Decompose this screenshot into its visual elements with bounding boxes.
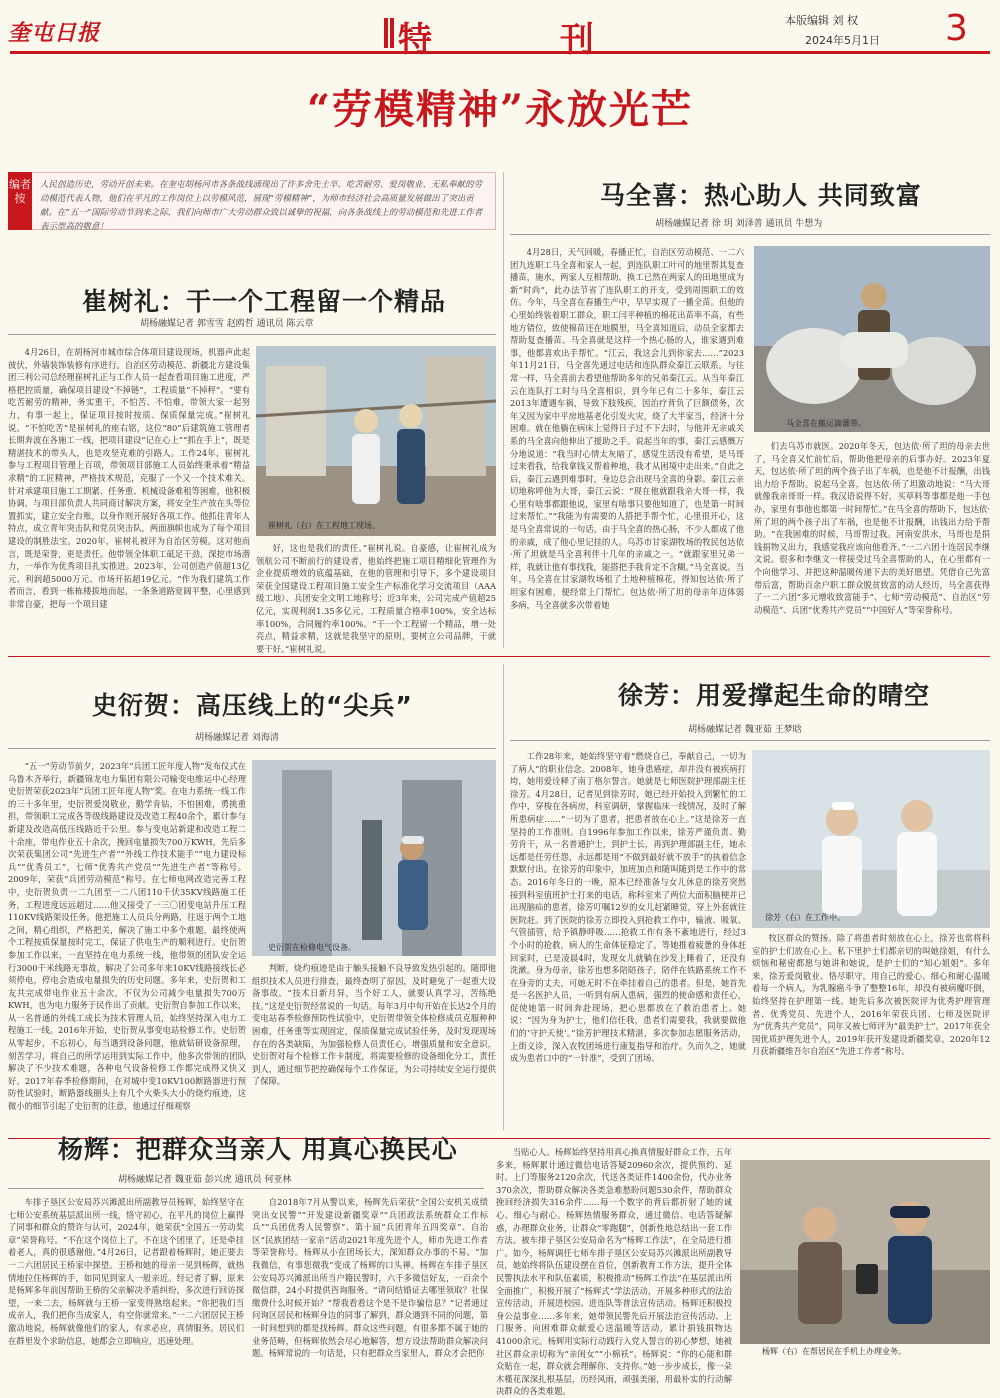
column-divider — [503, 664, 504, 1130]
article-body-yang-col3 — [496, 1146, 732, 1397]
editor-note-text: 人民创造历史，劳动开创未来。在奎屯胡杨河市各条战线涌现出了许多舍先士卒、吃苦耐劳、爱岗敬业、无私奉献的劳动模范代表人物，他们在平凡的工作岗位上以劳模风范，展现“劳模精神”，为师市经济社会高质量发展做出了突出贡献。在“五一”国际劳动节到来之际，我们向师市广大劳动群众致以诚挚的祝福，向各条战线上的劳动模范和先进工作者表示崇高的敬意！ — [40, 180, 483, 232]
divider — [8, 748, 496, 749]
article-paragraph: 工作28年来，她始终坚守着“燃烧自己，奉献自己，一切为了病人”的职业信念。2008年，她身患癌症，却并没有被疾病打垮，她用爱诠释了南丁格尔誓言。她就是七师医院护理部副主任徐芳。4月28日，记者见到徐芳时，她已经开始投入到繁忙的工作中，穿梭在各病房，科室调研，掌握临床一线情况，及时了解所患病症……“一切为了患者，把患者放在心上。”这是徐芳一直坚持的工作准则。自1996年参加工作以来，徐芳严谨负责、勤劳肯干，从一名普通护士，到护士长，再到护理部副主任，她永远都是任劳任怨，永远都是用“不做到最好就不放手”的执着信念默默付出。在徐芳的印象中，加班加点和随叫随到是工作中的常态。2016年冬日的一晚，原本已经准备与女儿休息的徐芳突然接到科室值班护士打来的电话，称科室来了两位大面积脑梗并已出现脑疝的患者，徐芳叮嘱12岁的女儿赶紧睡觉，穿上外套就往医院赶。到了医院的徐芳立即投入到抢救工作中，输液、吸氧、气管插管，给予镇静呼吸……抢救工作有条不紊地进行，经过3个小时的抢救，病人的生命体征稳定了。等她推着疲惫的身体赶回家时，已是凌晨4时，发现女儿就躺在沙发上睡着了，还没有洗漱。身为母亲，徐芳也想多陪陪孩子，陪伴在铁路系统工作不在身旁的丈夫，可她无时不在牵挂着自己的患者。但是，她首先是一名医护人员，一听到有病人患病，强烈的使命感和责任心，促使她第一时间奔赴现场，把心思都放在了救治患者上。她说：“因为身为护士，他们信任我，患者们需要我，我就要做他们的‘守护天使’。”徐芳护理技术精湛，多次参加志愿服务活动，上街义诊，深入农牧团场进行康复指导和治疗。久而久之，她就成为患者口中的“一针准”，受到了团场、 — [510, 751, 746, 1064]
photo-yang-hui — [740, 1160, 990, 1344]
newspaper-logo: 奎屯日报 — [8, 20, 101, 46]
photo-caption-ma: 马全喜在搬运滴灌带。 — [786, 419, 866, 428]
article-byline-cui: 胡杨融媒记者 郭雪雪 赵鸥哲 通讯员 陈云章 — [140, 319, 314, 329]
article-body-xu-col1 — [510, 750, 746, 1130]
article-body-xu-col2 — [752, 932, 990, 1130]
page-editors: 本版编辑 刘 权 — [785, 14, 858, 27]
article-headline-cui: 崔树礼：干一个工程留一个精品 — [82, 287, 447, 316]
article-paragraph: 们去乌苏市就医。2020年冬天，包达依·所了坦的母亲去世了，马全喜又忙前忙后，帮助他把母亲的后事办好。2023年夏天，包达依·所了坦的两个孩子出了车祸，也是他不计报酬，出钱出力给予帮助。说起马全喜，包达依·所了坦激动地说：“马大哥就像我亲哥哥一样。我汉语说得不好，买草料等事都是他一手包办，家里有事他也都第一时间帮忙。”在马全喜的帮助下，包达依·所了坦的两个孩子出了车祸，也是他不计报酬，出钱出力给予帮助。“在我困难的时候，马哥帮过我。河南安洪水，马哥也是捐钱捐物又出力，我感觉我应该向他看齐。”一二六团十连居民李继文说。很多和李继文一样接受过马全喜帮助的人，在心里都有一个向他学习、并把这种温暖传递下去的美好愿望。凭借自己先富带后富，帮助百余户职工群众脱贫致富的动人经历，马全喜获得了一二六团“多元增收致富能手”、七师“劳动模范”、自治区“劳动模范”、兵团“优秀共产党员”“中国好人”等荣誉称号。 — [754, 441, 990, 615]
editor-note-tag: 编者按 — [8, 172, 32, 230]
photo-ma-quanxi — [754, 246, 990, 432]
article-body-shi-col2 — [252, 962, 496, 1130]
article-paragraph: 牧区群众的赞扬。除了将患者时刻放在心上，徐芳也常将科室的护士们放在心上。私下里护士们都亲切的叫她徐姐，有什么烦恼和秘密都愿与她讲和她说，是护士们的“知心姐姐”。多年来，徐芳爱岗敬业、恪尽职守，用自己的爱心、细心和耐心温暖着每一个病人，为乳腺癌斗争了整整16年，却没有被病魔吓倒，始终坚持在护理第一线。她先后多次被医院评为优秀护理管理者、优秀党员、先进个人，2016年荣获兵团、七师及医院评为“优秀共产党员”，同年又被七师评为“最美护士”。2017年获全国优质护理先进个人，2019年获开发建设新疆奖章。2020年12月获新疆维吾尔自治区“先进工作者”称号。 — [752, 933, 990, 1057]
article-headline-yang: 杨辉：把群众当亲人 用真心换民心 — [58, 1135, 458, 1164]
issue-date: 2024年5月1日 — [805, 34, 880, 47]
article-byline-xu: 胡杨融媒记者 魏亚茹 王梦晗 — [688, 725, 802, 735]
article-paragraph: 判断，烧灼痕迹是由于触头接触不良导致发热引起的。随即他组织技术人员进行排查，最终查明了原因，及时避免了一起重大设备事故。“技术日新月异，当个好工人，就要认真学习，苦练绝技。”这是史衍贺经常说的一句话。每年3月中旬开始在长达2个月的变电站春季检修预防性试验中，史衍贺带领全体检修成员克服种种困难，任务重等实现固定，保质保量完成试验任务，及时发现现场存在的各类缺陷，为加强检修人员责任心，增强质量和安全意识，史衍贺对每个检修工作卡制度，将需要检修的设备细化分工，责任到人，通过细节把控确保每个工作保证，为公司持续安全运行提供了保障。 — [252, 963, 496, 1087]
photo-shi-yanhe — [252, 760, 496, 956]
page-number: 3 — [945, 8, 968, 49]
article-paragraph: 自2018年7月从警以来，杨辉先后荣获“全国公安机关成绩突出女民警”“开发建设新疆奖章”“兵团政法系统群众工作标兵”“兵团优秀人民警察”、第十届“兵团青年五四奖章”、自治区“民族团结一家亲”活动2021年度先进个人，师市先进工作者等荣誉称号。杨辉从小在团场长大，深知群众办事的不易。“加我微信，有事您微我”变成了杨辉的口头禅。杨辉在车排子垦区公安局苏兴滩派出所当户籍民警时，六千多微信好友，一百余个微信群，24小时提供咨询服务。“请问结婚证去哪里领取？社保缴费什么时候开始？”帮我看看这个是不是诈骗信息？”记者通过问询区居民和杨辉身边的同事了解到，群众遇到不同的问题，第一时间想到的都是找杨辉。群众这些问题，有很多都不属于她的业务范畴，但杨辉依然会尽心地解答，想方设法帮助群众解决问题。杨辉常说的一句话是，只有把群众当家里人，群众才会把你 — [252, 1197, 488, 1359]
divider — [510, 234, 990, 235]
article-paragraph: 4月26日，在胡杨河市城市综合体项目建设现场，机器声此起彼伏，外墙装饰装修有序进行。自治区劳动模范、新疆北方建设集团三利公司总经理崔树礼正与工作人员一起查看项目施工进度，严格把控质量，确保项目建设“不掉链”，工程质量“不掉秤”。“要有吃苦耐劳的精神，务实重干，不怕苦、不怕难，带领大家一起努力，有事一起上，保证项目按时按质、保质保量完成。”崔树礼说。“不怕吃苦”是崔树礼的座右铭，这位“80”后建筑施工管理者长期奔波在各施工一线，把项目建设“记在心上”“抓在手上”，既是精湛技术的带头人，也是攻坚克难的引路人。工作24年，崔树礼参与工程项目管理上百项，带领项目部施工人员始终秉承着“精益求精”的工匠精神，严格技术规范，克服了一个又一个技术难关。针对承建项目施工工期紧、任务重、机械设备难租等困难，他积极协调，与项目部负责人共同商讨解决方案，将安全生产放在头等位置抓实，建立安全台账，以身作则开展好各项工作。他抓住青年人特点，成立青年突击队和党员突击队，两面旗帜也成为了每个项目建设的制胜法宝。2020年，崔树礼被评为自治区劳模。这对他而言，既是荣誉，更是责任。他带领全体职工砥足干劲，深挖市场潜力，一举作为优秀项目扎实推进。2023年，公司创造产值超13亿元、利润超5000万元、市场开拓超19亿元。“作为我们建筑工作者而言，看到一栋栋楼拔地而起，一条条道路宽阔平整，心里感到非常自豪，把每一个项目建 — [8, 347, 250, 609]
article-body-shi-col1 — [8, 760, 246, 1130]
photo-caption-shi: 史衍贺在检修电气设备。 — [268, 943, 356, 952]
article-headline-shi: 史衍贺：高压线上的“尖兵” — [92, 691, 413, 720]
article-paragraph: 好，这也是我们的责任。”崔树礼说。自豪感，让崔树礼成为领航公司不断前行的建设者，他始终把施工项目精细化管理作为企业提质增效的底蕴基础，在他的管理和引导下，多个建设项目荣获全国建设工程项目施工安全生产标准化学习交流项目（AAA级工地）、兵团安全文明工地称号；近3年来，公司完成产值超25亿元，实现利润1.35多亿元，工程质量合格率100%，安全达标率100%，合同履约率100%。“干一个工程留一个精品，增一处亮点，精益求精，这就是我坚守的原则，要树立公司品牌，干就要干好。”崔树礼说。 — [256, 543, 496, 654]
photo-cui-shuli — [256, 346, 496, 536]
article-paragraph: “五一”劳动节前夕，2023年“兵团工匠年度人物”发布仪式在乌鲁木齐举行，新疆锦龙电力集团有限公司输变电维运中心经理史衍贺荣获2023年“兵团工匠年度人物”奖。在电力系统一线工作的三十多年里，史衍贺爱岗敬业，勤学肯钻，不怕困难，勇挑重担，带领职工完成各等级线路建设及改造工程40余个，累计参与新建及改造高低压线路近千公里。参与变电站新建和改造工程二十余座，带电作业五十余次，挽回电量损失700万KWH，先后多次荣获集团公司“先进生产者”“外线工作技术能手”“电力建设标兵”“优秀员工”，七师“优秀共产党员”“先进生产者”等称号。2009年，荣获“兵团劳动模范”称号。在七师电网改造完善工程中，史衍贺负责一二九团至一二八团110千伏35KV线路施工任务，工程进度远远超过……他又接受了一三〇团变电站升压工程110KV线路架设任务。他把施工人员兵分两路，往返于两个工地之间，精心组织，严格把关，解决了施工中多个难题，最终使两个工程按质保量按时完工，保证了供电生产的顺利进行。史衍贺参加工作以来，一直坚持在电力系统一线，他带领的团队安全运行3000千米线路无事故，解决了公司多年来10KV线路接线长必须停电，停电会造成电量损失的历史问题。多年来，史衍贺和工友共完成带电作业五十余次，不仅为公司减少电量损失700万KWH，也为电力服务于民作出了贡献。史衍贺自参加工作以来，从一名普通的外线工成长为技术管理人员，始终坚持深入电力工程施工一线。2016年开始，史衍贺从事变电站检修工作。史衍贺从零起步，不忘初心，每当遇到设备问题，他就钻研设备原理，刻苦学习，将自己的所学运用到实际工作中，他多次带领的团队解决了不少技术难题，各种电气设备检修工作都完成得又快又好。2017年春季检修期间，在对城中变10KV100断路器进行预防性试验时，断路器线圈头上有几个火柴头大小的烧灼痕迹，这微小的细节引起了史衍贺的注意，他通过仔细观察 — [8, 761, 246, 1112]
article-byline-shi: 胡杨融媒记者 刘海清 — [195, 733, 279, 743]
article-body-cui-col1 — [8, 346, 250, 646]
photo-caption-xu: 徐芳（右）在工作中。 — [765, 913, 845, 922]
photo-caption-yang: 杨辉（右）在帮居民在手机上办理业务。 — [762, 1347, 906, 1356]
photo-caption-cui: 崔树礼（右）在工程地工现场。 — [268, 521, 380, 530]
article-paragraph: 车排子垦区公安局苏兴滩派出所副教导员杨辉，始终坚守在七师公安系统基层派出所一线，恪守初心，在平凡的岗位上赢得了同事和群众的赞许与认可，2024年，她荣获“全国五一劳动奖章”荣誉称号。“不在这个岗位上了，不在这个团里了，还是牵挂着老人，真的很感谢他。”4月26日，记者跟着杨辉时，她正要去一二六团居民王桥家中探望。王桥和她的母亲一见到杨辉，就热情地拉住杨辉的手，如同见到家人一般亲近。经记者了解，原来是杨辉多年前因帮助王桥的父亲解决矛盾纠纷，多次进行回访探望，一来二去，杨辉就与王桥一家变得熟络起来。“你把我们当成亲人，我们把你当成家人，有空你就常来。”一二六团居民王桥激动地说，杨辉就像他们的家人，有求必应，真情服务。居民们在群里发个求助信息，她都会立即响应，迅速处理。 — [8, 1197, 244, 1346]
article-byline-ma: 胡杨融媒记者 徐 玥 刘泽普 通讯员 牛想为 — [655, 219, 823, 229]
article-body-cui-col2 — [256, 542, 496, 654]
divider — [8, 334, 496, 335]
article-paragraph: 当贴心人。杨辉始终坚持用真心换真情服好群众工作，五年多来，杨辉累计通过微信电话答疑20960余次，提供预约、延时、上门等服务2120余次，代送各类证件1400余份，代办业务370余次，帮助群众解决各类急难愁盼问题530余件，帮助群众挽回经济损失316余件……每一个数字的背后都折射了她的诚心、细心与耐心。杨辉热情服务群众，通过微信、电话答疑解惑，办理群众业务，让群众“零跑腿”，创新性地总结出一套工作方法。被车排子垦区公安局命名为“杨辉工作法”，在全局进行推广。如今，杨辉调任七师车排子垦区公安局苏兴滩派出所副教导员，她始终将队伍建设摆在首位，创新教育工作方法，提升全体民警执法水平和队伍素质，积极推动“杨辉工作法”在基层派出所全面推广，积极开展了“杨辉式”学法活动，开展多种形式的法治宣传活动，开展进校园、进连队等普法宣传活动。杨辉还积极投身公益事业……多年来，她带领民警先后开展法治宣传活动、上门服务、向困难群众献爱心送温暖等活动，累计捐钱捐物达41000余元。杨辉用实际行动践行入党人誓言的初心梦想，她被社区群众亲切称为“亲闺女”“小棉袄”。杨辉说：“你的心能和群众贴在一起，群众就会理解你、支持你。”她一步步成长，像一朵木槿花深深扎根基层，历经风雨，顽强美丽，用最朴实的行动解决群众的各类难题。 — [496, 1147, 732, 1397]
article-headline-ma: 马全喜：热心助人 共同致富 — [600, 181, 922, 210]
section-divider — [8, 656, 990, 657]
article-headline-xu: 徐芳：用爱撑起生命的晴空 — [618, 681, 931, 710]
article-byline-yang: 胡杨融媒记者 魏亚茹 彭兴虎 通讯员 何亚林 — [118, 1175, 292, 1185]
article-body-yang-col1 — [8, 1196, 244, 1356]
article-body-yang-col2 — [252, 1196, 488, 1359]
column-divider — [503, 172, 504, 648]
divider — [510, 740, 990, 741]
page-main-title: “劳模精神”永放光芒 — [306, 86, 693, 133]
article-paragraph: 4月28日，天气回暖，春播正忙，自治区劳动模范、一二六团九连职工马全喜和家人一起，到连队职工叶可的地里帮其复查播苗，施水，两家人互相帮助，换工已然在两家人的田地里成为新“时尚”，此办法节省了连队职工的开支，受到周围职工的效仿。今年，马全喜在春播生产中，早早实现了一播全苗。但他的心里始终装着职工群众，职工闫平种植的棉花出苗率不高，有些地方错位，致使棉苗还在地膜里，马全喜知道后，动员全家都去帮助复查播苗。马全喜就是这样一个热心肠的人，谁家遇到难事，他都喜欢出手帮忙。“江云，我这会儿到你家去……”2023年11月21日，马全喜先通过电话和连队群众秦江云联系。与往常一样，马全喜前去看望他帮助多年的兄弟秦江云。从当年秦江云在连队打工时与马全喜相识，到今年已有二十多年，秦江云2013年遭遇车祸，导致下肢残疾，因治疗背负了巨额债务，次年又因为家中平房地基老化引发火灾，烧了大半家当，经济十分困难。就在他躺在病床上觉得日子过不下去时，与他并无亲戚关系的马全喜向他伸出了援助之手。说起当年的事，秦江云感慨万分地说道：“我当时心情太灰暗了，感觉生活没有希望，是马哥过来看我，给我拿钱又帮着种地，我才从困境中走出来。”自此之后，秦江云遇到难事时，身边总会出现马全喜的身影。秦江云亲切地称呼他为大哥，秦江云说：“现在他就跟我亲大哥一样，我心里有啥事都跟他说，家里有啥事只要他知道了，也是第一时间过来帮忙。”“我能为有需要的人搭把手帮个忙，心里很开心，这是马全喜常说的一句话。由于马全喜的热心肠，不少人都成了他的亲戚，成了他心里记挂的人。乌苏市甘家湖牧场的牧民包达依·所了坦就是马全喜利伴十几年的亲戚之一。“就跟家里兄弟一样，我就让他有事找我，能搭把手我肯定不含糊。”马全喜说。当年，马全喜在甘家湖牧场租了土地种植棉花，得知包达依·所了坦家有困难，便经常上门帮忙。包达依·所了坦的母亲年迈体弱多病，马全喜就多次带着她 — [510, 247, 744, 610]
article-body-ma-col2 — [754, 440, 990, 648]
photo-xu-fang — [752, 750, 990, 928]
article-body-ma-col1 — [510, 246, 744, 648]
divider — [8, 1188, 484, 1189]
section-title: 特 刊 — [398, 12, 652, 61]
